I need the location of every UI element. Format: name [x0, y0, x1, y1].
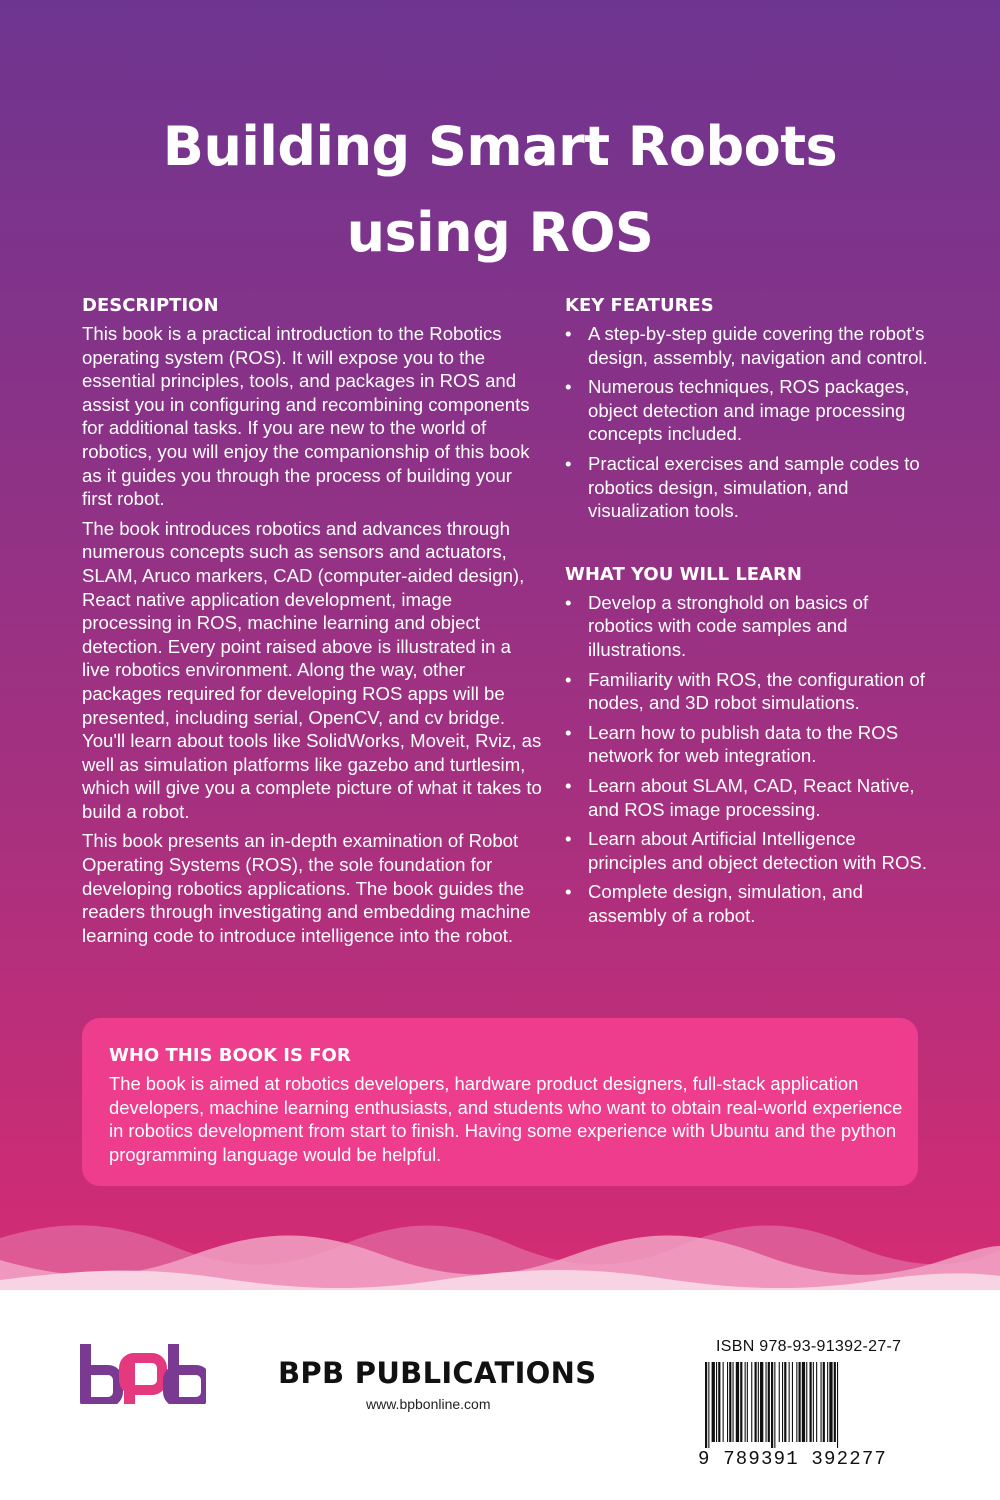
- barcode-bar: [799, 1362, 801, 1442]
- barcode-bar: [712, 1362, 715, 1442]
- barcode-bar: [816, 1362, 817, 1442]
- barcode-bar: [821, 1362, 822, 1442]
- barcode-bar: [837, 1362, 838, 1448]
- barcode-bar: [718, 1362, 720, 1442]
- barcode-bar: [766, 1362, 767, 1442]
- book-title-line-2: using ROS: [346, 201, 654, 264]
- barcode-bar: [779, 1362, 780, 1442]
- barcode-bar: [733, 1362, 734, 1442]
- barcode-bar: [802, 1362, 805, 1442]
- key-features-heading: KEY FEATURES: [565, 295, 714, 316]
- publisher-name: BPB PUBLICATIONS: [278, 1356, 597, 1390]
- book-title: [0, 104, 1000, 276]
- description-paragraph-2: The book introduces robotics and advances through numerous concepts such as sensors and actuators, SLAM, Aruco markers, CAD (computer-aided design), React native application development, image processing in ROS, machine learning and object detection. Every point raised above is illustrated in a live robotics environment. Along the way, other packages required for developing ROS apps will be presented, including serial, OpenCV, and cv bridge. You'll learn about tools like SolidWorks, Moveit, Rviz, as well as simulation platforms like gazebo and turtlesim, which will give you a complete picture of what it takes to build a robot.: [82, 517, 542, 822]
- decorative-waves: [0, 1200, 1000, 1300]
- barcode-bar: [740, 1362, 742, 1442]
- barcode-bar: [705, 1362, 707, 1448]
- who-this-book-is-for-text: The book is aimed at robotics developers, hardware product designers, full-stack application developers, machine learning enthusiasts, and students who want to obtain real-world experience in robotics development from start to finish. Having some experience with Ubuntu and the python programming language would be helpful.: [109, 1073, 903, 1165]
- book-title-line-1: Building Smart Robots: [162, 115, 838, 178]
- key-feature-item: • A step-by-step guide covering the robot's design, assembly, navigation and control.: [565, 322, 935, 369]
- learn-item: • Learn how to publish data to the ROS network for web integration.: [565, 721, 935, 768]
- barcode-bar: [768, 1362, 770, 1442]
- barcode-bar: [823, 1362, 825, 1442]
- barcode-bar: [810, 1362, 812, 1442]
- barcode-bar: [755, 1362, 757, 1442]
- barcode-bar: [771, 1362, 773, 1448]
- barcode-bar: [827, 1362, 828, 1442]
- barcode-bar: [789, 1362, 790, 1442]
- barcode-bar: [716, 1362, 717, 1442]
- barcode-bar: [813, 1362, 814, 1442]
- what-you-will-learn-heading: WHAT YOU WILL LEARN: [565, 563, 802, 585]
- who-this-book-is-for-heading: WHO THIS BOOK IS FOR: [109, 1045, 351, 1066]
- barcode-bar: [774, 1362, 775, 1448]
- who-this-book-is-for-content: [109, 1044, 909, 1172]
- learn-item: • Complete design, simulation, and assembly of a robot.: [565, 880, 935, 927]
- barcode-bar: [834, 1362, 836, 1442]
- barcode-bar: [792, 1362, 793, 1442]
- barcode-bar: [806, 1362, 807, 1442]
- learn-item: • Learn about SLAM, CAD, React Native, and ROS image processing.: [565, 774, 935, 821]
- publisher-url: www.bpbonline.com: [366, 1396, 491, 1412]
- barcode-icon: [703, 1362, 915, 1448]
- key-features-list: [565, 322, 935, 523]
- barcode-bar: [727, 1362, 728, 1442]
- barcode-bar: [747, 1362, 748, 1442]
- barcode-bar: [758, 1362, 759, 1442]
- bpb-logo-icon: [80, 1344, 206, 1404]
- barcode-bar: [745, 1362, 746, 1442]
- key-feature-item: • Numerous techniques, ROS packages, object detection and image processing concepts included.: [565, 375, 935, 446]
- who-this-book-is-for-box: [82, 1018, 918, 1186]
- learn-item: • Learn about Artificial Intelligence principles and object detection with ROS.: [565, 827, 935, 874]
- description-section: [82, 294, 542, 953]
- key-features-section: [565, 294, 935, 523]
- barcode-bar: [784, 1362, 786, 1442]
- what-you-will-learn-list: [565, 591, 935, 928]
- barcode-bar: [729, 1362, 731, 1442]
- learn-item: • Familiarity with ROS, the configuration of nodes, and 3D robot simulations.: [565, 668, 935, 715]
- isbn-label: ISBN 978-93-91392-27-7: [716, 1338, 902, 1355]
- barcode-bar: [796, 1362, 797, 1442]
- what-you-will-learn-section: [565, 563, 935, 928]
- barcode-digits: 9 789391 392277: [698, 1448, 888, 1470]
- key-feature-item: • Practical exercises and sample codes to robotics design, simulation, and visualization tools.: [565, 452, 935, 523]
- right-column: [565, 294, 935, 933]
- description-paragraph-1: This book is a practical introduction to the Robotics operating system (ROS). It will expose you to the essential principles, tools, and packages in ROS and assist you in configuring and recombining components for additional tasks. If you are new to the world of robotics, you will enjoy the companionship of this book as it guides you through the process of building your first robot.: [82, 323, 530, 510]
- barcode-bar: [723, 1362, 724, 1442]
- description-heading: DESCRIPTION: [82, 295, 219, 316]
- description-paragraph-3: This book presents an in-depth examination of Robot Operating Systems (ROS), the sole foundation for developing robotics applications. The book guides the readers through investigating and embedding machine learning code to introduce intelligence into the robot.: [82, 830, 531, 946]
- barcode-bar: [760, 1362, 763, 1442]
- barcode-bar: [829, 1362, 832, 1442]
- learn-item: • Develop a stronghold on basics of robotics with code samples and illustrations.: [565, 591, 935, 662]
- barcode-bar: [782, 1362, 783, 1442]
- barcode-bar: [736, 1362, 739, 1442]
- barcode-bar: [751, 1362, 752, 1442]
- barcode-bar: [708, 1362, 709, 1448]
